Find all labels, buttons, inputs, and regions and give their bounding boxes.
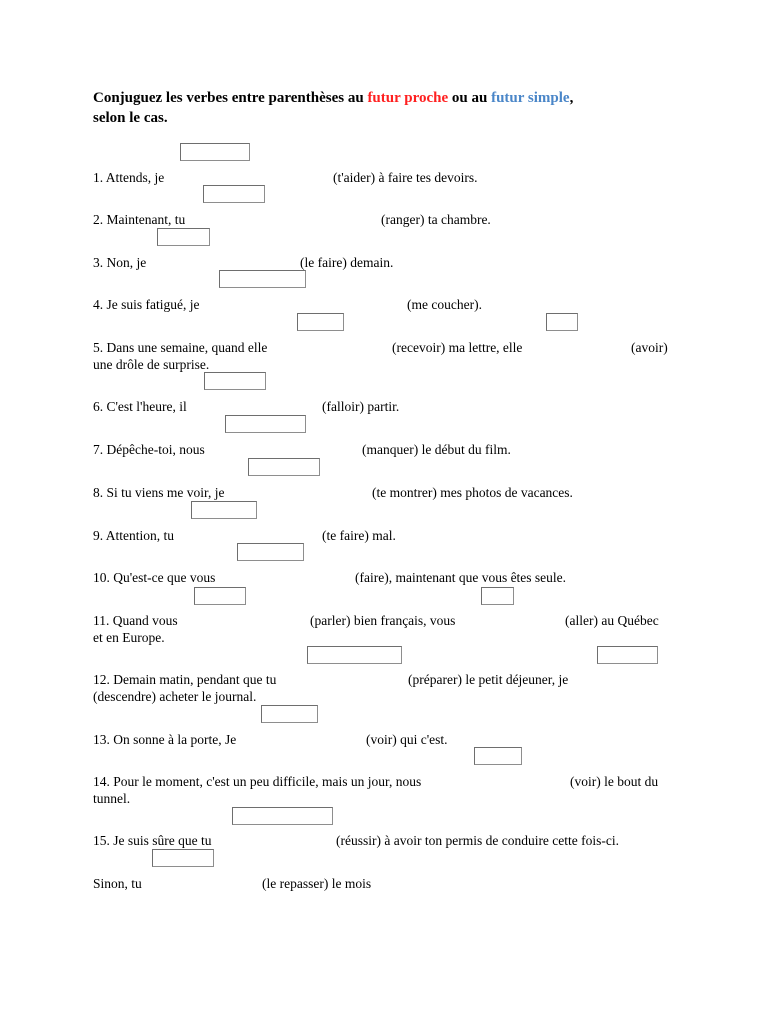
sentence-start: 5. Dans une semaine, quand elle (93, 340, 268, 355)
futur-simple-label: futur simple (491, 90, 570, 106)
instruction-text: Conjuguez les verbes entre parenthèses au (93, 90, 368, 106)
sentence-start: 15. Je suis sûre que tu (93, 833, 212, 848)
instruction-text: ou au (448, 90, 492, 106)
sentence-start: 12. Demain matin, pendant que tu (93, 672, 277, 687)
exercise-11-continuation: et en Europe. (93, 630, 165, 645)
exercise-14-continuation: tunnel. (93, 791, 131, 806)
answer-input-16[interactable] (152, 849, 214, 867)
verb-hint: (falloir) partir. (322, 399, 400, 414)
verb-hint: (préparer) le petit déjeuner, je (408, 672, 569, 687)
sentence-start: 3. Non, je (93, 255, 147, 270)
verb-hint: (t'aider) à faire tes devoirs. (333, 170, 478, 185)
verb-hint: (parler) bien français, vous (310, 613, 456, 628)
verb-hint: (voir) le bout du (570, 774, 659, 789)
answer-input-6[interactable] (204, 372, 266, 390)
verb-hint: (me coucher). (407, 297, 482, 312)
instruction-text: selon le cas. (93, 110, 168, 126)
sentence-start: 6. C'est l'heure, il (93, 399, 187, 414)
sentence-start: 7. Dépêche-toi, nous (93, 442, 205, 457)
answer-input-9[interactable] (191, 501, 257, 519)
verb-hint: (recevoir) ma lettre, elle (392, 340, 523, 355)
sentence-start: 9. Attention, tu (93, 528, 174, 543)
answer-input-12b[interactable] (597, 646, 658, 664)
answer-input-13[interactable] (261, 705, 318, 723)
sentence-start: 8. Si tu viens me voir, je (93, 485, 225, 500)
verb-hint: (le faire) demain. (300, 255, 394, 270)
verb-hint: (avoir) (631, 340, 668, 355)
verb-hint: (ranger) ta chambre. (381, 212, 491, 227)
exercise-instruction (93, 88, 693, 128)
answer-input-12a[interactable] (307, 646, 402, 664)
sentence-start: Sinon, tu (93, 876, 142, 891)
verb-hint: (faire), maintenant que vous êtes seule. (355, 570, 567, 585)
sentence-start: 13. On sonne à la porte, Je (93, 732, 237, 747)
answer-input-7[interactable] (225, 415, 306, 433)
answer-input-1[interactable] (180, 143, 250, 161)
sentence-start: 10. Qu'est-ce que vous (93, 570, 216, 585)
answer-input-2[interactable] (203, 185, 265, 203)
answer-input-14[interactable] (474, 747, 522, 765)
sentence-start: 11. Quand vous (93, 613, 178, 628)
verb-hint: (te montrer) mes photos de vacances. (372, 485, 573, 500)
answer-input-11a[interactable] (194, 587, 246, 605)
exercise-12-continuation: (descendre) acheter le journal. (93, 689, 257, 704)
verb-hint: (te faire) mal. (322, 528, 396, 543)
answer-input-15[interactable] (232, 807, 333, 825)
sentence-start: 4. Je suis fatigué, je (93, 297, 200, 312)
answer-input-11b[interactable] (481, 587, 514, 605)
futur-proche-label: futur proche (367, 90, 449, 106)
verb-hint: (le repasser) le mois (262, 876, 372, 891)
answer-input-3[interactable] (157, 228, 210, 246)
answer-input-5b[interactable] (546, 313, 578, 331)
sentence-start: 2. Maintenant, tu (93, 212, 186, 227)
answer-input-5a[interactable] (297, 313, 344, 331)
verb-hint: (réussir) à avoir ton permis de conduire cette fois-ci. (336, 833, 620, 848)
answer-input-10[interactable] (237, 543, 304, 561)
verb-hint: (voir) qui c'est. (366, 732, 448, 747)
instruction-text: , (569, 90, 574, 106)
answer-input-8[interactable] (248, 458, 320, 476)
exercise-5-continuation: une drôle de surprise. (93, 357, 210, 372)
sentence-start: 1. Attends, je (93, 170, 165, 185)
verb-hint: (aller) au Québec (565, 613, 659, 628)
answer-input-4[interactable] (219, 270, 306, 288)
sentence-start: 14. Pour le moment, c'est un peu difficile, mais un jour, nous (93, 774, 422, 789)
verb-hint: (manquer) le début du film. (362, 442, 511, 457)
